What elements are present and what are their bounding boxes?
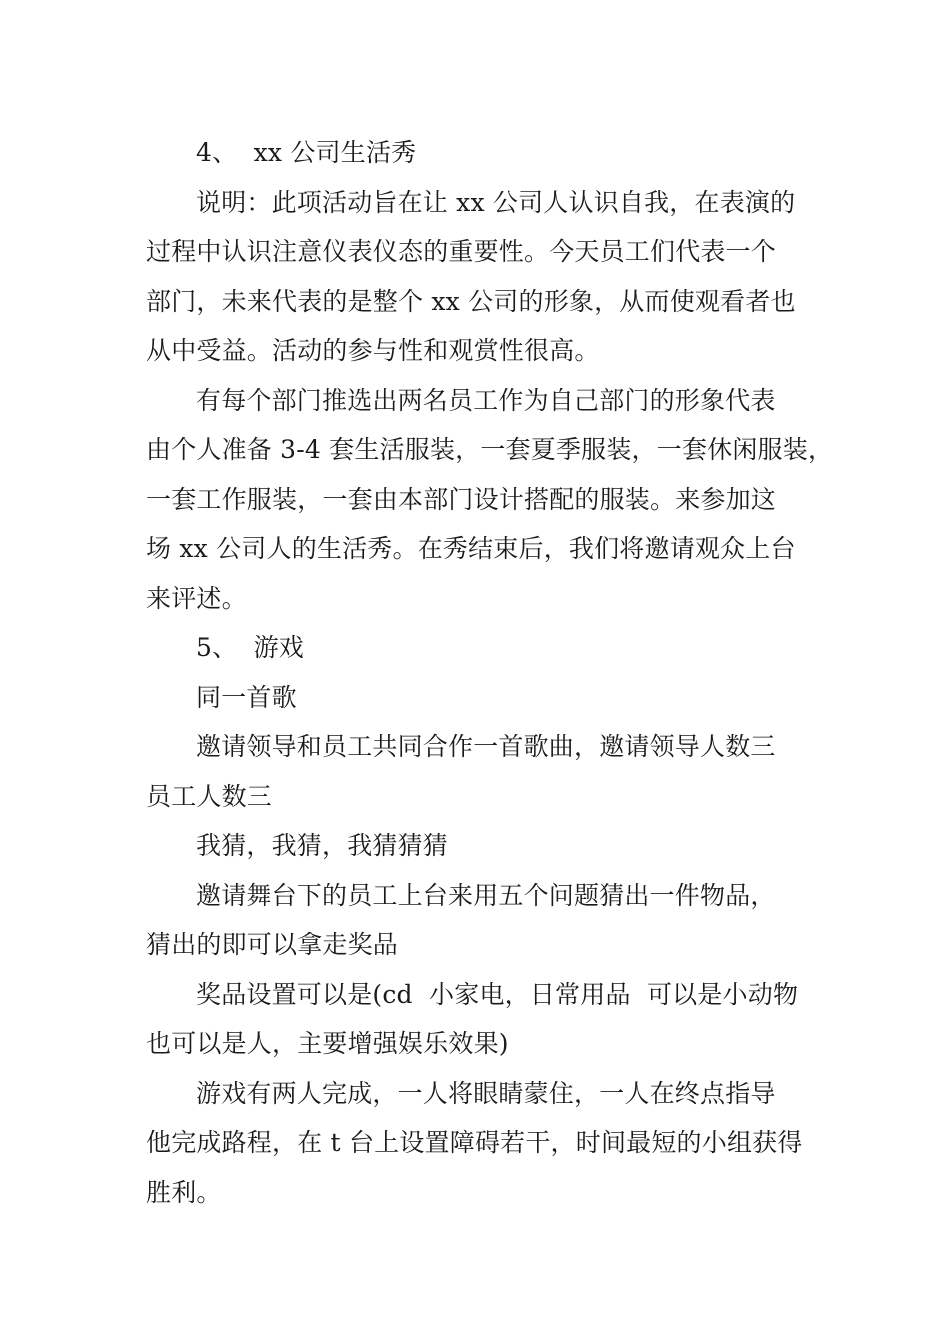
paragraph-line: 场 xx 公司人的生活秀。在秀结束后，我们将邀请观众上台 [146, 534, 796, 563]
paragraph-line: 部门，未来代表的是整个 xx 公司的形象，从而使观看者也 [146, 286, 796, 316]
paragraph-line: 员工人数三 [146, 781, 273, 811]
paragraph-line: 有每个部门推选出两名员工作为自己部门的形象代表 [196, 385, 776, 415]
paragraph-line: 也可以是人，主要增强娱乐效果) [146, 1029, 509, 1058]
paragraph-line: 一套工作服装，一套由本部门设计搭配的服装。来参加这 [146, 484, 777, 514]
paragraph-line: 来评述。 [146, 583, 247, 613]
game-title-guess: 我猜，我猜，我猜猜猜 [196, 831, 449, 860]
paragraph-line: 奖品设置可以是(cd 小家电，日常用品 可以是小动物 [196, 979, 799, 1009]
paragraph-line: 由个人准备 3-4 套生活服装，一套夏季服装，一套休闲服装， [146, 435, 834, 464]
paragraph-line: 游戏有两人完成，一人将眼睛蒙住，一人在终点指导 [196, 1078, 776, 1108]
paragraph-line: 猜出的即可以拿走奖品 [146, 930, 399, 959]
document-page [146, 128, 834, 1217]
game-title-same-song: 同一首歌 [196, 682, 297, 712]
section-heading-games: 5、 游戏 [196, 633, 304, 662]
paragraph-line: 从中受益。活动的参与性和观赏性很高。 [146, 336, 600, 365]
paragraph-line: 邀请舞台下的员工上台来用五个问题猜出一件物品， [196, 880, 776, 910]
paragraph-line: 胜利。 [146, 1177, 222, 1207]
paragraph-line: 他完成路程，在 t 台上设置障碍若干，时间最短的小组获得 [146, 1128, 803, 1157]
paragraph-line: 邀请领导和员工共同合作一首歌曲，邀请领导人数三 [196, 732, 776, 761]
paragraph-line: 过程中认识注意仪表仪态的重要性。今天员工们代表一个 [146, 237, 777, 266]
paragraph-line: 说明：此项活动旨在让 xx 公司人认识自我，在表演的 [196, 187, 796, 217]
section-heading-lifestyle-show: 4、 xx 公司生活秀 [196, 138, 417, 167]
